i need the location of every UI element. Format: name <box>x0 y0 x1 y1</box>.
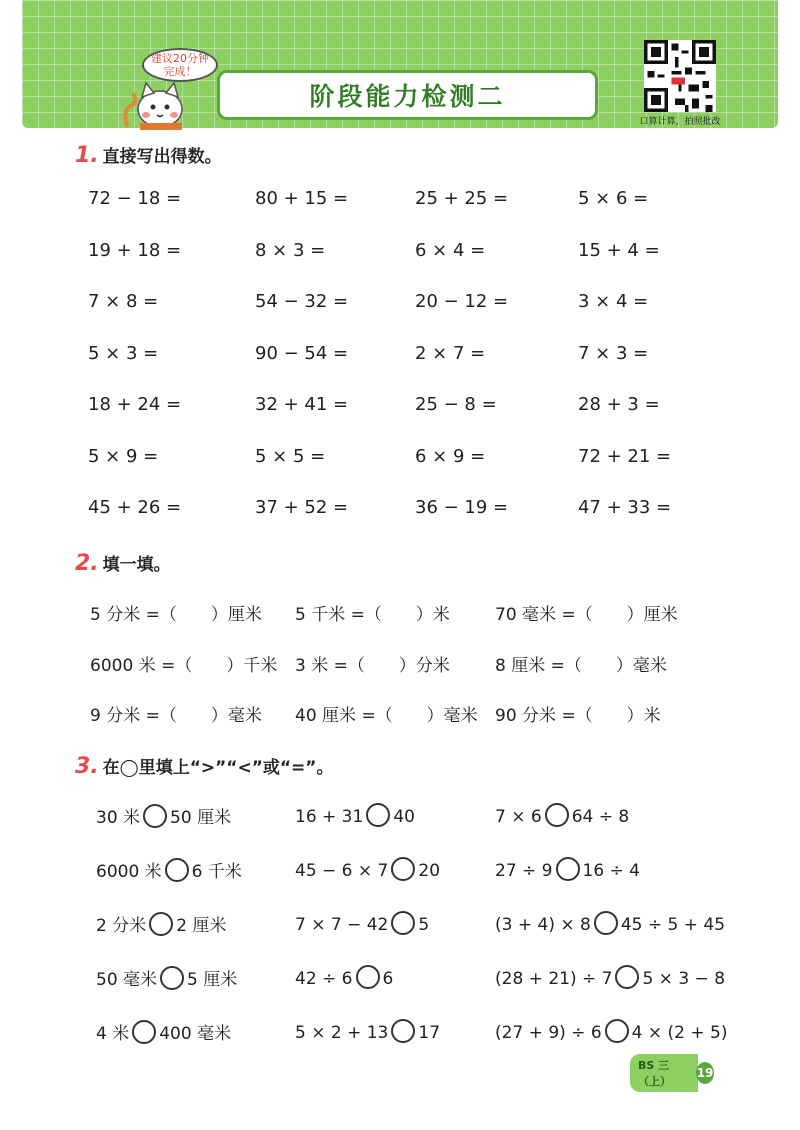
compare-item <box>96 803 231 828</box>
compare-row <box>0 857 800 887</box>
compare-item <box>295 803 415 827</box>
compare-circle-blank[interactable] <box>143 804 167 828</box>
compare-right: 5 厘米 <box>187 970 238 990</box>
fill-row <box>0 701 800 731</box>
compare-left: (27 + 9) ÷ 6 <box>495 1023 602 1043</box>
compare-item <box>495 1019 727 1043</box>
calc-problem: 25 + 25 = <box>415 188 509 209</box>
compare-left: 7 × 6 <box>495 807 542 827</box>
section-3-title <box>75 753 333 779</box>
page-footer <box>630 1059 714 1088</box>
compare-right: 16 ÷ 4 <box>582 861 640 881</box>
calc-row <box>0 497 800 527</box>
calc-problem: 45 + 26 = <box>88 497 182 518</box>
section-1-number: 1. <box>75 143 99 168</box>
compare-item <box>295 1019 440 1043</box>
calc-problem: 28 + 3 = <box>578 394 660 415</box>
section-1-title <box>75 142 222 168</box>
fill-row <box>0 600 800 630</box>
compare-circle-blank[interactable] <box>605 1019 629 1043</box>
compare-left: 2 分米 <box>96 916 147 936</box>
page-number: 19 <box>696 1062 714 1084</box>
section-3-number: 3. <box>75 754 99 779</box>
section-2-number: 2. <box>75 551 99 576</box>
calc-problem: 5 × 3 = <box>88 342 159 364</box>
compare-left: 27 ÷ 9 <box>495 861 553 881</box>
compare-circle-blank[interactable] <box>556 857 580 881</box>
fill-blank-item[interactable]: 5 分米 =（ ）厘米 <box>90 605 262 625</box>
compare-circle-blank[interactable] <box>160 966 184 990</box>
calc-problem: 6 × 9 = <box>415 445 486 467</box>
compare-right: 40 <box>393 807 415 827</box>
cat-mascot-icon <box>122 75 192 130</box>
compare-left: 16 + 31 <box>295 807 364 827</box>
compare-circle-blank[interactable] <box>594 911 618 935</box>
compare-left: (3 + 4) × 8 <box>495 915 591 935</box>
compare-item <box>96 965 237 990</box>
compare-right: 6 千米 <box>191 862 242 882</box>
section-1-heading: 直接写出得数。 <box>102 147 222 167</box>
compare-right: 17 <box>418 1023 441 1043</box>
compare-right: 50 厘米 <box>170 808 232 828</box>
banner-title-box <box>217 70 598 120</box>
compare-right: 20 <box>418 861 441 881</box>
calc-row <box>0 343 800 373</box>
fill-blank-item[interactable]: 6000 米 =（ ）千米 <box>90 655 278 676</box>
calc-problem: 54 − 32 = <box>255 291 349 312</box>
compare-row <box>0 911 800 941</box>
compare-right: 6 <box>382 969 394 989</box>
compare-circle-blank[interactable] <box>356 965 380 989</box>
calc-problem: 32 + 41 = <box>255 394 349 415</box>
compare-item <box>295 857 440 881</box>
qr-caption: 口算计算，拍照批改 <box>639 117 721 127</box>
calc-row <box>0 291 800 321</box>
calc-problem: 7 × 3 = <box>578 342 649 364</box>
fill-row <box>0 651 800 681</box>
calc-problem: 72 − 18 = <box>88 188 182 209</box>
fill-blank-item[interactable]: 8 厘米 =（ ）毫米 <box>495 655 667 676</box>
fill-blank-item[interactable]: 5 千米 =（ ）米 <box>295 605 450 625</box>
section-2-title <box>75 550 171 576</box>
compare-left: 30 米 <box>96 808 141 828</box>
calc-problem: 5 × 6 = <box>578 188 649 209</box>
compare-circle-blank[interactable] <box>391 857 415 881</box>
compare-circle-blank[interactable] <box>132 1020 156 1044</box>
compare-left: 4 米 <box>96 1024 130 1044</box>
compare-item <box>495 965 725 989</box>
compare-left: 7 × 7 − 42 <box>295 915 389 935</box>
calc-row <box>0 394 800 424</box>
compare-circle-blank[interactable] <box>545 803 569 827</box>
calc-problem: 18 + 24 = <box>88 394 182 415</box>
calc-problem: 19 + 18 = <box>88 239 182 261</box>
calc-problem: 6 × 4 = <box>415 239 486 261</box>
calc-problem: 5 × 5 = <box>255 445 326 467</box>
fill-blank-item[interactable]: 40 厘米 =（ ）毫米 <box>295 706 478 726</box>
footer-tag: BS 三（上） <box>630 1054 698 1092</box>
compare-item <box>495 803 629 827</box>
compare-circle-blank[interactable] <box>615 965 639 989</box>
calc-problem: 90 − 54 = <box>255 342 349 364</box>
calc-problem: 3 × 4 = <box>578 291 649 312</box>
compare-circle-blank[interactable] <box>391 1019 415 1043</box>
section-3-heading: 在◯里填上“>”“<”或“=”。 <box>102 758 334 778</box>
compare-right: 4 × (2 + 5) <box>631 1023 728 1043</box>
compare-right: 5 × 3 − 8 <box>642 969 726 989</box>
compare-left: (28 + 21) ÷ 7 <box>495 969 613 989</box>
compare-left: 45 − 6 × 7 <box>295 861 389 881</box>
compare-circle-blank[interactable] <box>391 911 415 935</box>
qr-code-icon[interactable] <box>644 40 716 112</box>
compare-item <box>96 1019 231 1044</box>
calc-problem: 2 × 7 = <box>415 342 486 364</box>
header-banner <box>22 0 778 128</box>
compare-item <box>295 911 429 935</box>
compare-left: 5 × 2 + 13 <box>295 1023 389 1043</box>
calc-row <box>0 446 800 476</box>
compare-left: 42 ÷ 6 <box>295 969 353 989</box>
calc-problem: 15 + 4 = <box>578 239 660 261</box>
compare-row <box>0 1019 800 1049</box>
compare-item <box>495 911 725 935</box>
calc-problem: 37 + 52 = <box>255 497 349 518</box>
compare-circle-blank[interactable] <box>366 803 390 827</box>
compare-item <box>295 965 393 989</box>
fill-blank-item[interactable]: 90 分米 =（ ）米 <box>495 706 661 726</box>
compare-right: 2 厘米 <box>176 916 227 936</box>
page-title: 阶段能力检测二 <box>309 82 506 111</box>
compare-right: 45 ÷ 5 + 45 <box>620 915 726 935</box>
compare-right: 5 <box>418 915 430 935</box>
fill-blank-item[interactable]: 9 分米 =（ ）毫米 <box>90 706 262 726</box>
speech-bubble: 建议20分钟完成！ <box>142 48 218 82</box>
calc-problem: 47 + 33 = <box>578 497 672 518</box>
calc-problem: 5 × 9 = <box>88 445 159 467</box>
compare-row <box>0 965 800 995</box>
calc-problem: 36 − 19 = <box>415 497 509 518</box>
compare-circle-blank[interactable] <box>149 912 173 936</box>
compare-item <box>96 857 242 882</box>
calc-row <box>0 240 800 270</box>
calc-problem: 8 × 3 = <box>255 239 326 261</box>
compare-left: 6000 米 <box>96 862 162 882</box>
fill-blank-item[interactable]: 3 米 =（ ）分米 <box>295 655 450 676</box>
section-2-heading: 填一填。 <box>102 555 171 575</box>
calc-problem: 7 × 8 = <box>88 291 159 312</box>
compare-right: 400 毫米 <box>159 1024 232 1044</box>
fill-blank-item[interactable]: 70 毫米 =（ ）厘米 <box>495 605 678 625</box>
compare-right: 64 ÷ 8 <box>571 807 630 827</box>
calc-problem: 72 + 21 = <box>578 445 672 467</box>
calc-problem: 20 − 12 = <box>415 291 509 312</box>
compare-item <box>495 857 640 881</box>
compare-row <box>0 803 800 833</box>
calc-problem: 25 − 8 = <box>415 394 497 415</box>
compare-item <box>96 911 226 936</box>
compare-left: 50 毫米 <box>96 970 158 990</box>
calc-row <box>0 188 800 218</box>
calc-problem: 80 + 15 = <box>255 188 349 209</box>
compare-circle-blank[interactable] <box>165 858 189 882</box>
